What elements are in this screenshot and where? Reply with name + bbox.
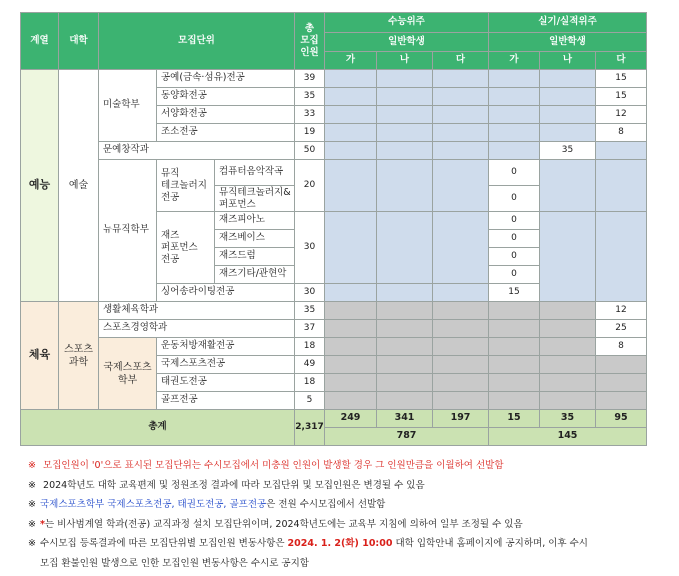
header-general-2: 일반학생 — [489, 33, 647, 52]
cell-p-da: 8 — [596, 124, 647, 142]
cell-p-ga — [489, 374, 540, 392]
cell-s-da — [433, 212, 489, 284]
cell-p-ga — [489, 124, 540, 142]
row-unit: 공예(금속·섬유)전공 — [157, 70, 295, 88]
cell-p-da — [596, 374, 647, 392]
row-total: 39 — [295, 70, 325, 88]
group-cheyuk: 체육 — [21, 302, 59, 410]
note-1 — [28, 456, 588, 476]
cell-p-ga — [489, 142, 540, 160]
group-intl-a: 국제스포츠 — [103, 361, 152, 373]
cell-s-na — [377, 124, 433, 142]
group-intl-sports — [99, 338, 157, 410]
header-total-l1: 총 — [304, 23, 315, 34]
total-label: 총계 — [21, 410, 295, 446]
note-6 — [28, 554, 588, 574]
cell-p-na — [540, 374, 596, 392]
cell-s-na — [377, 338, 433, 356]
cell-s-na — [377, 70, 433, 88]
cell-s-da — [433, 374, 489, 392]
cell-s-da — [433, 356, 489, 374]
note-text-a: 수시모집 등록결과에 따른 모집단위별 모집인원 변동사항은 — [40, 538, 288, 549]
admission-table — [20, 12, 647, 446]
note-mark: ※ — [28, 479, 36, 491]
cell-p-da — [596, 356, 647, 374]
row-unit: 문예창작과 — [99, 142, 295, 160]
cell-p-na: 35 — [540, 142, 596, 160]
cell-p-da — [596, 212, 647, 302]
header-gyeyeol: 계열 — [21, 13, 59, 70]
total-grand: 2,317 — [295, 410, 325, 446]
cell-p-ga — [489, 338, 540, 356]
note-text-b: 대학 입학안내 홈페이지에 공지하며, 이후 수시 — [392, 538, 588, 549]
cell-s-na — [377, 284, 433, 302]
group-music-tech-b: 테크놀러지 — [161, 179, 207, 191]
group-jazz-c: 전공 — [161, 253, 180, 265]
cell-p-da — [596, 392, 647, 410]
notes — [28, 456, 588, 573]
cell-s-da — [433, 124, 489, 142]
total-p-sum: 145 — [489, 428, 647, 446]
total-p-da: 95 — [596, 410, 647, 428]
cell-p-ga — [489, 88, 540, 106]
total-s-ga: 249 — [325, 410, 377, 428]
row-unit-line-a: 뮤직테크놀러지& — [219, 186, 291, 198]
cell-p-na — [540, 212, 596, 302]
group-yesul: 예술 — [59, 70, 99, 302]
group-newmusic: 뉴뮤직학부 — [99, 160, 157, 302]
cell-s-da — [433, 88, 489, 106]
header-ga-2: 가 — [489, 52, 540, 70]
row-unit: 스포츠경영학과 — [99, 320, 295, 338]
row-unit: 동양화전공 — [157, 88, 295, 106]
cell-p-ga: 0 — [489, 212, 540, 230]
note-star: * — [40, 518, 45, 530]
cell-p-na — [540, 320, 596, 338]
row-unit: 생활체육학과 — [99, 302, 295, 320]
cell-s-na — [377, 212, 433, 284]
cell-s-da — [433, 284, 489, 302]
row-unit: 싱어송라이팅전공 — [157, 284, 295, 302]
header-unit: 모집단위 — [99, 13, 295, 70]
note-mark: ※ — [28, 499, 36, 510]
header-da-2: 다 — [596, 52, 647, 70]
cell-s-na — [377, 320, 433, 338]
cell-p-ga: 15 — [489, 284, 540, 302]
cell-s-da — [433, 320, 489, 338]
row-unit: 국제스포츠전공 — [157, 356, 295, 374]
total-s-sum: 787 — [325, 428, 489, 446]
row-unit-music-tech-perf — [215, 186, 295, 212]
cell-p-da: 25 — [596, 320, 647, 338]
row-total: 37 — [295, 320, 325, 338]
note-2 — [28, 476, 588, 496]
cell-p-ga — [489, 392, 540, 410]
cell-s-na — [377, 302, 433, 320]
cell-p-na — [540, 160, 596, 212]
cell-p-ga — [489, 356, 540, 374]
cell-p-da: 15 — [596, 70, 647, 88]
cell-p-ga — [489, 70, 540, 88]
cell-p-na — [540, 124, 596, 142]
row-total: 5 — [295, 392, 325, 410]
cell-s-na — [377, 106, 433, 124]
group-sports-science — [59, 302, 99, 410]
cell-s-ga — [325, 106, 377, 124]
row-total: 30 — [295, 284, 325, 302]
header-total — [295, 13, 325, 70]
row-total: 19 — [295, 124, 325, 142]
header-da-1: 다 — [433, 52, 489, 70]
cell-s-na — [377, 142, 433, 160]
row-unit: 태권도전공 — [157, 374, 295, 392]
cell-s-da — [433, 70, 489, 88]
cell-s-ga — [325, 212, 377, 284]
cell-s-ga — [325, 142, 377, 160]
cell-p-na — [540, 302, 596, 320]
row-total: 30 — [295, 212, 325, 284]
cell-p-ga — [489, 302, 540, 320]
cell-s-na — [377, 356, 433, 374]
cell-s-ga — [325, 160, 377, 212]
group-misul: 미술학부 — [99, 70, 157, 142]
note-4 — [28, 515, 588, 535]
cell-p-na — [540, 338, 596, 356]
note-3 — [28, 495, 588, 515]
cell-s-ga — [325, 88, 377, 106]
note-mark: ※ — [28, 518, 36, 530]
header-daehak: 대학 — [59, 13, 99, 70]
cell-p-da: 12 — [596, 106, 647, 124]
total-p-ga: 15 — [489, 410, 540, 428]
cell-s-ga — [325, 284, 377, 302]
total-p-na: 35 — [540, 410, 596, 428]
cell-p-na — [540, 88, 596, 106]
cell-s-ga — [325, 356, 377, 374]
cell-s-ga — [325, 124, 377, 142]
note-5 — [28, 534, 588, 554]
group-music-tech-a: 뮤직 — [161, 167, 180, 179]
row-unit: 운동처방재활전공 — [157, 338, 295, 356]
group-yeneung: 예능 — [21, 70, 59, 302]
cell-p-ga: 0 — [489, 160, 540, 186]
row-total: 18 — [295, 374, 325, 392]
note-text: 2024학년도 대학 교육편제 및 정원조정 결과에 따라 모집단위 및 모집인원은 변경될 수 있음 — [43, 479, 425, 491]
note-text: 모집 환불인원 발생으로 인한 모집인원 변동사항은 수시로 공지함 — [40, 557, 309, 569]
cell-s-ga — [325, 392, 377, 410]
row-total: 49 — [295, 356, 325, 374]
group-music-tech — [157, 160, 215, 212]
note-text: 모집인원이 '0'으로 표시된 모집단위는 수시모집에서 미충원 인원이 발생할 경우 그 인원만큼을 이월하여 선발함 — [43, 460, 504, 471]
cell-p-ga: 0 — [489, 248, 540, 266]
cell-s-ga — [325, 302, 377, 320]
cell-s-da — [433, 160, 489, 212]
header-na-2: 나 — [540, 52, 596, 70]
row-total: 50 — [295, 142, 325, 160]
row-unit: 재즈베이스 — [215, 230, 295, 248]
cell-p-na — [540, 70, 596, 88]
header-na-1: 나 — [377, 52, 433, 70]
cell-s-da — [433, 302, 489, 320]
row-total: 20 — [295, 160, 325, 212]
note-mark: ※ — [28, 538, 36, 549]
row-unit: 서양화전공 — [157, 106, 295, 124]
cell-p-da: 8 — [596, 338, 647, 356]
cell-s-na — [377, 392, 433, 410]
cell-p-da — [596, 142, 647, 160]
cell-s-da — [433, 106, 489, 124]
group-intl-b: 학부 — [117, 374, 138, 386]
header-suneung: 수능위주 — [325, 13, 489, 33]
cell-s-na — [377, 160, 433, 212]
cell-p-ga — [489, 320, 540, 338]
row-unit: 조소전공 — [157, 124, 295, 142]
group-jazz-b: 퍼포먼스 — [161, 241, 198, 253]
row-total: 35 — [295, 88, 325, 106]
cell-s-ga — [325, 320, 377, 338]
total-s-na: 341 — [377, 410, 433, 428]
cell-p-da: 15 — [596, 88, 647, 106]
cell-p-ga: 0 — [489, 230, 540, 248]
cell-p-na — [540, 392, 596, 410]
note-text-rest: 은 전원 수시모집에서 선발함 — [266, 499, 386, 510]
row-total: 33 — [295, 106, 325, 124]
total-s-da: 197 — [433, 410, 489, 428]
cell-p-na — [540, 356, 596, 374]
cell-s-na — [377, 374, 433, 392]
header-general-1: 일반학생 — [325, 33, 489, 52]
cell-p-na — [540, 106, 596, 124]
note-text-blue: 국제스포츠학부 국제스포츠전공, 태권도전공, 골프전공 — [40, 499, 267, 510]
cell-p-da — [596, 160, 647, 212]
cell-p-da: 12 — [596, 302, 647, 320]
row-unit-line-b: 퍼포먼스 — [219, 198, 256, 210]
cell-p-ga — [489, 106, 540, 124]
group-jazz — [157, 212, 215, 284]
note-text-red: 2024. 1. 2(화) 10:00 — [287, 538, 393, 549]
row-unit: 재즈기타/관현악 — [215, 266, 295, 284]
group-sports-b: 과학 — [68, 356, 89, 368]
cell-s-ga — [325, 70, 377, 88]
cell-s-da — [433, 338, 489, 356]
cell-s-da — [433, 392, 489, 410]
group-jazz-a: 재즈 — [161, 229, 180, 241]
header-total-l3: 인원 — [300, 47, 319, 58]
row-unit: 재즈드럼 — [215, 248, 295, 266]
group-sports-a: 스포츠 — [64, 343, 93, 355]
row-unit: 골프전공 — [157, 392, 295, 410]
header-ga-1: 가 — [325, 52, 377, 70]
cell-s-ga — [325, 374, 377, 392]
cell-s-na — [377, 88, 433, 106]
cell-s-ga — [325, 338, 377, 356]
cell-s-da — [433, 142, 489, 160]
row-total: 35 — [295, 302, 325, 320]
cell-p-ga: 0 — [489, 186, 540, 212]
cell-p-ga: 0 — [489, 266, 540, 284]
row-unit: 재즈피아노 — [215, 212, 295, 230]
row-total: 18 — [295, 338, 325, 356]
header-silgi: 실기/실적위주 — [489, 13, 647, 33]
group-music-tech-c: 전공 — [161, 191, 180, 203]
header-total-l2: 모집 — [300, 35, 319, 46]
row-unit: 컴퓨터음악작곡 — [215, 160, 295, 186]
note-mark: ※ — [28, 460, 36, 471]
note-text: 는 비사범계열 학과(전공) 교직과정 설치 모집단위이며, 2024학년도에는 교육부 지침에 의하여 일부 조정될 수 있음 — [44, 518, 523, 530]
